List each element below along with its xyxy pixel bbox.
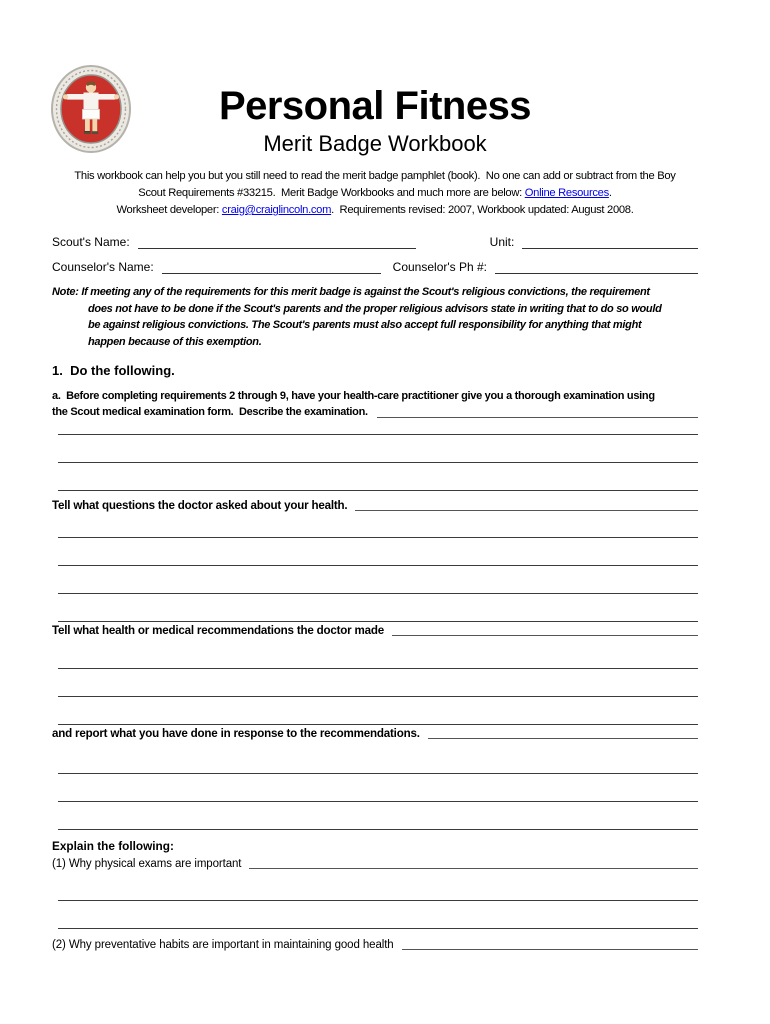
- explain-item-2: [52, 935, 698, 952]
- recommendations-prompt: [52, 622, 698, 638]
- recommendations-field[interactable]: [392, 625, 698, 636]
- unit-label: Unit:: [489, 235, 515, 249]
- answer-line[interactable]: [58, 566, 698, 594]
- counselor-row: [52, 260, 698, 275]
- note-label: Note:: [52, 286, 82, 298]
- intro-line-3: [52, 202, 698, 219]
- counselor-phone-field[interactable]: [495, 261, 698, 274]
- recommendations-answer-lines: [52, 641, 698, 725]
- doctor-questions-label: Tell what questions the doctor asked about your health.: [52, 499, 348, 512]
- explain-item-1-label: (1) Why physical exams are important: [52, 858, 242, 870]
- describe-examination-field[interactable]: [377, 407, 698, 418]
- page-title: Personal Fitness: [218, 84, 532, 128]
- response-field[interactable]: [428, 728, 698, 739]
- answer-line[interactable]: [58, 538, 698, 566]
- worksheet-developer-text: Worksheet developer:: [116, 204, 222, 216]
- scout-name-field[interactable]: [138, 236, 416, 249]
- unit-field[interactable]: [522, 236, 698, 249]
- explain-item-1: [52, 857, 698, 871]
- response-label: and report what you have done in response to the recommendations.: [52, 727, 420, 740]
- religious-exemption-note: [52, 284, 698, 350]
- answer-line[interactable]: [58, 463, 698, 491]
- answer-line[interactable]: [58, 641, 698, 669]
- answer-line[interactable]: [58, 510, 698, 538]
- doctor-questions-field[interactable]: [355, 500, 698, 511]
- answer-line[interactable]: [58, 697, 698, 725]
- recommendations-label: Tell what health or medical recommendations the doctor made: [52, 624, 385, 637]
- answer-line[interactable]: [58, 435, 698, 463]
- answer-line[interactable]: [58, 873, 698, 901]
- explain-item-2-field[interactable]: [402, 939, 698, 950]
- scout-unit-row: [52, 235, 698, 250]
- note-line-1-text: If meeting any of the requirements for this merit badge is against the Scout's religious convictions, the requirement: [81, 286, 650, 298]
- explain-item-1-field[interactable]: [249, 858, 698, 869]
- online-resources-link[interactable]: Online Resources: [524, 187, 609, 199]
- answer-line[interactable]: [58, 802, 698, 830]
- requirement-1a-line-1: a. Before completing requirements 2 through 9, have your health-care practitioner give you a thorough examination using: [52, 390, 655, 402]
- note-line-1: [52, 284, 698, 301]
- requirement-1-heading: 1. Do the following.: [52, 363, 175, 378]
- requirement-1a-line-2-text: the Scout medical examination form. Describe the examination.: [52, 406, 368, 418]
- note-line-2: does not have to be done if the Scout's parents and the proper religious advisors state in writing that to do so would: [88, 302, 662, 315]
- intro-line-2-text: Scout Requirements #33215. Merit Badge Workbooks and much more are below:: [138, 187, 525, 199]
- note-line-3: be against religious convictions. The Scout's parents must also accept full responsibility for anything that might: [88, 319, 642, 331]
- response-answer-lines: [52, 746, 698, 830]
- intro-paragraph: [52, 168, 698, 219]
- explain-heading: Explain the following:: [52, 839, 174, 853]
- intro-line-1: This workbook can help you but you still need to read the merit badge pamphlet (book). No one can add or subtract from the Boy: [74, 170, 676, 182]
- intro-line-3-rest: . Requirements revised: 2007, Workbook updated: August 2008.: [331, 204, 634, 216]
- page-subtitle: Merit Badge Workbook: [263, 131, 487, 156]
- note-line-4: happen because of this exemption.: [88, 335, 262, 348]
- counselor-phone-label: Counselor's Ph #:: [392, 260, 488, 274]
- answer-line[interactable]: [58, 669, 698, 697]
- intro-line-2-period: .: [608, 187, 612, 199]
- scout-name-label: Scout's Name:: [52, 235, 130, 249]
- response-prompt: [52, 725, 698, 741]
- answer-line[interactable]: [58, 774, 698, 802]
- counselor-name-field[interactable]: [162, 261, 381, 274]
- explain-1-answer-lines: [52, 873, 698, 929]
- counselor-name-label: Counselor's Name:: [52, 260, 154, 274]
- intro-line-2: [52, 185, 698, 202]
- answer-line[interactable]: [58, 594, 698, 622]
- doctor-questions-answer-lines: [52, 510, 698, 622]
- explain-item-2-label: (2) Why preventative habits are important in maintaining good health: [52, 939, 394, 951]
- doctor-questions-prompt: [52, 491, 698, 513]
- developer-email-link[interactable]: craig@craiglincoln.com: [221, 204, 332, 216]
- answer-line[interactable]: [58, 901, 698, 929]
- answer-line[interactable]: [58, 746, 698, 774]
